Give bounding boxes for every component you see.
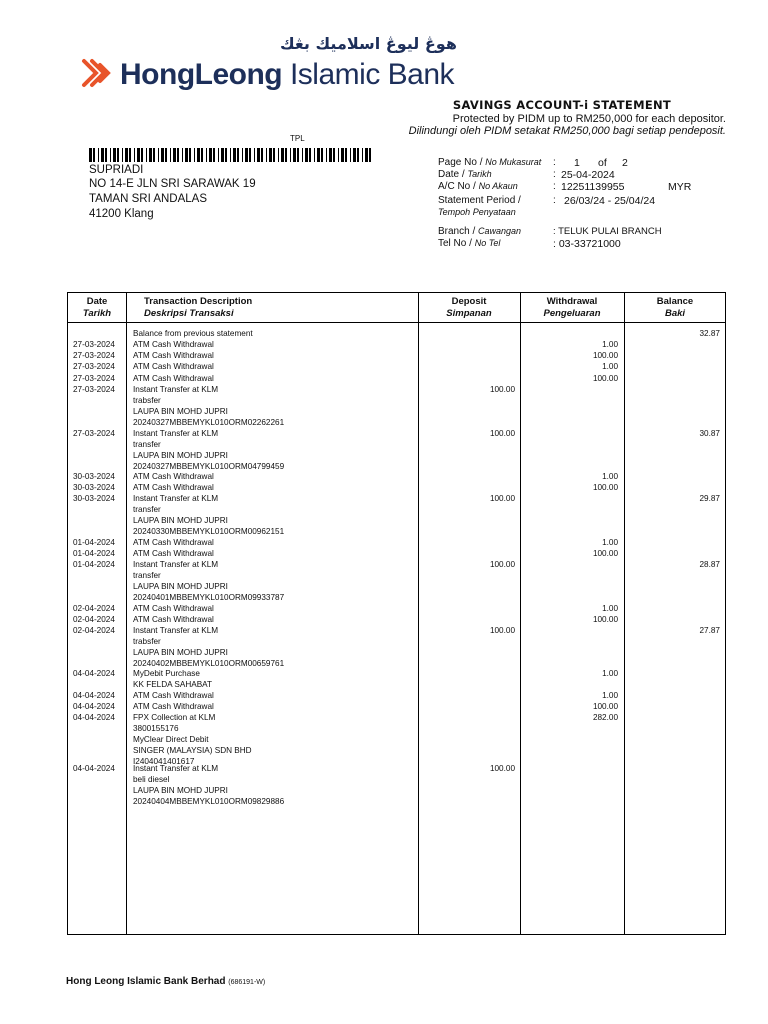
row-description-line: beli diesel bbox=[133, 775, 170, 784]
barcode-bar bbox=[365, 148, 368, 162]
row-description-line: Balance from previous statement bbox=[133, 329, 253, 338]
row-date: 02-04-2024 bbox=[73, 626, 115, 635]
barcode-bar bbox=[197, 148, 200, 162]
barcode-bar bbox=[285, 148, 287, 162]
page-no: 1 bbox=[574, 157, 580, 169]
barcode-bar bbox=[317, 148, 320, 162]
row-description-line: ATM Cash Withdrawal bbox=[133, 472, 214, 481]
row-withdrawal: 100.00 bbox=[592, 483, 618, 492]
row-description-line: Instant Transfer at KLM bbox=[133, 429, 219, 438]
page-no-label: Page No / No Mukasurat bbox=[438, 157, 542, 168]
row-date: 04-04-2024 bbox=[73, 669, 115, 678]
customer-address-line1: NO 14-E JLN SRI SARAWAK 19 bbox=[89, 178, 256, 190]
row-description-line: 20240401MBBEMYKL010ORM09933787 bbox=[133, 593, 285, 602]
row-balance: 29.87 bbox=[699, 494, 720, 503]
row-description-line: LAUPA BIN MOHD JUPRI bbox=[133, 451, 228, 460]
row-date: 27-03-2024 bbox=[73, 374, 115, 383]
barcode-bar bbox=[341, 148, 344, 162]
barcode-bar bbox=[254, 148, 255, 162]
row-description-line: 20240327MBBEMYKL010ORM04799459 bbox=[133, 462, 285, 471]
barcode-bar bbox=[93, 148, 95, 162]
row-description bbox=[133, 339, 214, 350]
row-withdrawal: 1.00 bbox=[602, 362, 618, 371]
row-deposit: 100.00 bbox=[489, 429, 515, 438]
row-description-line: Instant Transfer at KLM bbox=[133, 626, 219, 635]
row-description-line: 20240404MBBEMYKL010ORM09829886 bbox=[133, 797, 285, 806]
barcode-bar bbox=[161, 148, 164, 162]
barcode-bar bbox=[98, 148, 99, 162]
barcode-bar bbox=[158, 148, 159, 162]
row-balance: 30.87 bbox=[699, 429, 720, 438]
customer-name: SUPRIADI bbox=[89, 164, 144, 176]
row-description-line: transfer bbox=[133, 505, 161, 514]
statement-period-label-my: Tempoh Penyataan bbox=[438, 207, 516, 217]
customer-address-line2: TAMAN SRI ANDALAS bbox=[89, 193, 208, 205]
row-deposit: 100.00 bbox=[489, 560, 515, 569]
row-description bbox=[133, 328, 253, 339]
row-description bbox=[133, 471, 214, 482]
row-withdrawal: 1.00 bbox=[602, 669, 618, 678]
row-description-line: ATM Cash Withdrawal bbox=[133, 351, 214, 360]
branch-label: Branch / Cawangan bbox=[438, 226, 522, 237]
date-label: Date / Tarikh bbox=[438, 169, 492, 180]
row-description bbox=[133, 537, 214, 548]
row-balance: 32.87 bbox=[699, 329, 720, 338]
row-description-line: 20240330MBBEMYKL010ORM00962151 bbox=[133, 527, 285, 536]
branch-tel: : 03-33721000 bbox=[553, 238, 621, 250]
barcode-bar bbox=[137, 148, 140, 162]
row-description-line: ATM Cash Withdrawal bbox=[133, 340, 214, 349]
statement-date: 25-04-2024 bbox=[561, 169, 615, 181]
page-of: of bbox=[598, 157, 607, 169]
header-balance: Balance Baki bbox=[656, 296, 694, 319]
header-withdrawal: Withdrawal Pengeluaran bbox=[543, 296, 601, 319]
row-description-line: LAUPA BIN MOHD JUPRI bbox=[133, 516, 228, 525]
statement-period-label: Statement Period / bbox=[438, 195, 521, 206]
row-description-line: ATM Cash Withdrawal bbox=[133, 483, 214, 492]
bank-logo-text: HongLeong Islamic Bank bbox=[120, 58, 455, 91]
account-no: 12251139955 bbox=[561, 181, 625, 193]
row-description-line: ATM Cash Withdrawal bbox=[133, 615, 214, 624]
row-description-line: ATM Cash Withdrawal bbox=[133, 691, 214, 700]
barcode-bar bbox=[353, 148, 356, 162]
tel-label: Tel No / No Tel bbox=[438, 238, 501, 249]
barcode-bar bbox=[362, 148, 363, 162]
row-description-line: ATM Cash Withdrawal bbox=[133, 549, 214, 558]
row-description-line: Instant Transfer at KLM bbox=[133, 385, 219, 394]
row-withdrawal: 1.00 bbox=[602, 538, 618, 547]
row-date: 04-04-2024 bbox=[73, 764, 115, 773]
barcode-bar bbox=[89, 148, 92, 162]
row-description-line: FPX Collection at KLM bbox=[133, 713, 216, 722]
transactions-table bbox=[67, 292, 726, 935]
row-description-line: Instant Transfer at KLM bbox=[133, 560, 219, 569]
account-no-colon: : bbox=[553, 181, 556, 192]
barcode-bar bbox=[105, 148, 107, 162]
barcode-bar bbox=[329, 148, 332, 162]
row-description-line: 3800155176 bbox=[133, 724, 179, 733]
row-date: 01-04-2024 bbox=[73, 538, 115, 547]
row-description bbox=[133, 373, 214, 384]
barcode-bar bbox=[165, 148, 167, 162]
barcode-bar bbox=[125, 148, 128, 162]
row-description-line: trabsfer bbox=[133, 637, 161, 646]
barcode-bar bbox=[170, 148, 171, 162]
barcode-bar bbox=[237, 148, 239, 162]
branch-name: : TELUK PULAI BRANCH bbox=[553, 226, 662, 237]
row-description bbox=[133, 350, 214, 361]
barcode-bar bbox=[249, 148, 251, 162]
row-date: 27-03-2024 bbox=[73, 351, 115, 360]
barcode-bar bbox=[230, 148, 231, 162]
row-deposit: 100.00 bbox=[489, 385, 515, 394]
barcode-bar bbox=[261, 148, 263, 162]
page-no-colon: : bbox=[553, 157, 556, 168]
barcode-bar bbox=[321, 148, 323, 162]
row-description bbox=[133, 384, 284, 428]
pidm-notice-my: Dilindungi oleh PIDM setakat RM250,000 bagi setiap pendeposit. bbox=[408, 125, 726, 137]
row-description-line: transfer bbox=[133, 440, 161, 449]
row-withdrawal: 100.00 bbox=[592, 615, 618, 624]
row-description-line: ATM Cash Withdrawal bbox=[133, 538, 214, 547]
row-description-line: MyDebit Purchase bbox=[133, 669, 200, 678]
row-description-line: transfer bbox=[133, 571, 161, 580]
barcode-bar bbox=[113, 148, 116, 162]
row-description bbox=[133, 763, 284, 807]
barcode-bar bbox=[122, 148, 123, 162]
barcode-bar bbox=[153, 148, 155, 162]
row-description-line: LAUPA BIN MOHD JUPRI bbox=[133, 582, 228, 591]
row-description bbox=[133, 548, 214, 559]
row-date: 30-03-2024 bbox=[73, 494, 115, 503]
row-withdrawal: 1.00 bbox=[602, 691, 618, 700]
barcode-bar bbox=[297, 148, 299, 162]
row-description bbox=[133, 668, 212, 690]
barcode-bar bbox=[201, 148, 203, 162]
statement-period: 26/03/24 - 25/04/24 bbox=[564, 195, 656, 207]
barcode-bar bbox=[357, 148, 359, 162]
page-total: 2 bbox=[622, 157, 628, 169]
barcode-bar bbox=[314, 148, 315, 162]
row-date: 04-04-2024 bbox=[73, 691, 115, 700]
row-date: 04-04-2024 bbox=[73, 713, 115, 722]
header-deposit: Deposit Simpanan bbox=[446, 296, 492, 319]
row-withdrawal: 1.00 bbox=[602, 340, 618, 349]
row-withdrawal: 1.00 bbox=[602, 604, 618, 613]
barcode-bar bbox=[117, 148, 119, 162]
barcode-bar bbox=[177, 148, 179, 162]
barcode-bar bbox=[333, 148, 335, 162]
row-deposit: 100.00 bbox=[489, 626, 515, 635]
header-date: Date Tarikh bbox=[82, 296, 112, 319]
barcode-bar bbox=[173, 148, 176, 162]
row-description-line: SINGER (MALAYSIA) SDN BHD bbox=[133, 746, 252, 755]
row-description-line: MyClear Direct Debit bbox=[133, 735, 209, 744]
row-description-line: 20240327MBBEMYKL010ORM02262261 bbox=[133, 418, 285, 427]
barcode-bar bbox=[242, 148, 243, 162]
statement-title: SAVINGS ACCOUNT-i STATEMENT bbox=[452, 98, 672, 112]
row-deposit: 100.00 bbox=[489, 764, 515, 773]
row-date: 27-03-2024 bbox=[73, 385, 115, 394]
barcode-bar bbox=[146, 148, 147, 162]
barcode-bar bbox=[278, 148, 279, 162]
row-description-line: Instant Transfer at KLM bbox=[133, 494, 219, 503]
barcode-bar bbox=[345, 148, 347, 162]
barcode-bar bbox=[129, 148, 131, 162]
pidm-notice-en: Protected by PIDM up to RM250,000 for each depositor. bbox=[452, 113, 726, 125]
bank-logo-icon bbox=[78, 57, 114, 91]
barcode-bar bbox=[257, 148, 260, 162]
barcode-bar bbox=[326, 148, 327, 162]
row-description bbox=[133, 493, 284, 537]
barcode-bar bbox=[293, 148, 296, 162]
row-withdrawal: 282.00 bbox=[592, 713, 618, 722]
row-date: 27-03-2024 bbox=[73, 362, 115, 371]
barcode-bar bbox=[149, 148, 152, 162]
barcode-bar bbox=[194, 148, 195, 162]
row-description-line: KK FELDA SAHABAT bbox=[133, 680, 213, 689]
footer-company: Hong Leong Islamic Bank Berhad (686191-W) bbox=[66, 976, 266, 987]
row-balance: 28.87 bbox=[699, 560, 720, 569]
row-description-line: trabsfer bbox=[133, 396, 161, 405]
bank-logo-arabic: هوڠ ليوڠ اسلاميك بڠك bbox=[280, 34, 457, 53]
barcode-bar bbox=[369, 148, 371, 162]
row-withdrawal: 100.00 bbox=[592, 351, 618, 360]
barcode-bar bbox=[213, 148, 215, 162]
row-date: 04-04-2024 bbox=[73, 702, 115, 711]
row-description-line: Instant Transfer at KLM bbox=[133, 764, 219, 773]
barcode-bar bbox=[350, 148, 351, 162]
header-description: Transaction Description Deskripsi Transaksi bbox=[144, 296, 253, 319]
barcode-bar bbox=[110, 148, 111, 162]
barcode-bar bbox=[206, 148, 207, 162]
row-date: 01-04-2024 bbox=[73, 549, 115, 558]
row-balance: 27.87 bbox=[699, 626, 720, 635]
row-date: 30-03-2024 bbox=[73, 472, 115, 481]
barcode-bar bbox=[185, 148, 188, 162]
row-description bbox=[133, 690, 214, 701]
row-date: 02-04-2024 bbox=[73, 604, 115, 613]
row-description-line: 20240402MBBEMYKL010ORM00659761 bbox=[133, 659, 285, 668]
row-date: 02-04-2024 bbox=[73, 615, 115, 624]
row-date: 30-03-2024 bbox=[73, 483, 115, 492]
barcode-bar bbox=[245, 148, 248, 162]
row-description bbox=[133, 559, 284, 603]
row-description bbox=[133, 361, 214, 372]
barcode bbox=[89, 148, 375, 162]
customer-address-line3: 41200 Klang bbox=[89, 208, 154, 220]
row-description-line: ATM Cash Withdrawal bbox=[133, 702, 214, 711]
row-description-line: I2404041401617 bbox=[133, 757, 195, 766]
row-withdrawal: 100.00 bbox=[592, 549, 618, 558]
barcode-bar bbox=[290, 148, 291, 162]
row-description-line: LAUPA BIN MOHD JUPRI bbox=[133, 648, 228, 657]
barcode-bar bbox=[338, 148, 339, 162]
row-date: 01-04-2024 bbox=[73, 560, 115, 569]
barcode-bar bbox=[281, 148, 284, 162]
barcode-bar bbox=[309, 148, 311, 162]
row-description-line: LAUPA BIN MOHD JUPRI bbox=[133, 786, 228, 795]
barcode-bar bbox=[225, 148, 227, 162]
barcode-bar bbox=[273, 148, 275, 162]
row-description bbox=[133, 614, 214, 625]
barcode-bar bbox=[233, 148, 236, 162]
row-date: 27-03-2024 bbox=[73, 429, 115, 438]
barcode-bar bbox=[302, 148, 303, 162]
row-withdrawal: 100.00 bbox=[592, 374, 618, 383]
barcode-bar bbox=[269, 148, 272, 162]
tpl-code: TPL bbox=[290, 134, 305, 143]
row-description-line: ATM Cash Withdrawal bbox=[133, 374, 214, 383]
row-withdrawal: 1.00 bbox=[602, 472, 618, 481]
row-description bbox=[133, 603, 214, 614]
row-withdrawal: 100.00 bbox=[592, 702, 618, 711]
row-description-line: LAUPA BIN MOHD JUPRI bbox=[133, 407, 228, 416]
row-description bbox=[133, 701, 214, 712]
barcode-bar bbox=[305, 148, 308, 162]
account-no-label: A/C No / No Akaun bbox=[438, 181, 518, 192]
barcode-bar bbox=[141, 148, 143, 162]
barcode-bar bbox=[218, 148, 219, 162]
row-date: 27-03-2024 bbox=[73, 340, 115, 349]
row-description-line: ATM Cash Withdrawal bbox=[133, 362, 214, 371]
row-description bbox=[133, 712, 252, 767]
barcode-bar bbox=[182, 148, 183, 162]
row-description-line: ATM Cash Withdrawal bbox=[133, 604, 214, 613]
barcode-bar bbox=[189, 148, 191, 162]
row-description bbox=[133, 428, 284, 472]
period-colon: : bbox=[553, 195, 556, 206]
row-deposit: 100.00 bbox=[489, 494, 515, 503]
row-description bbox=[133, 625, 284, 669]
barcode-bar bbox=[221, 148, 224, 162]
barcode-bar bbox=[209, 148, 212, 162]
barcode-bar bbox=[134, 148, 135, 162]
barcode-bar bbox=[101, 148, 104, 162]
barcode-bar bbox=[266, 148, 267, 162]
date-colon: : bbox=[553, 169, 556, 180]
row-description bbox=[133, 482, 214, 493]
currency: MYR bbox=[668, 181, 692, 193]
